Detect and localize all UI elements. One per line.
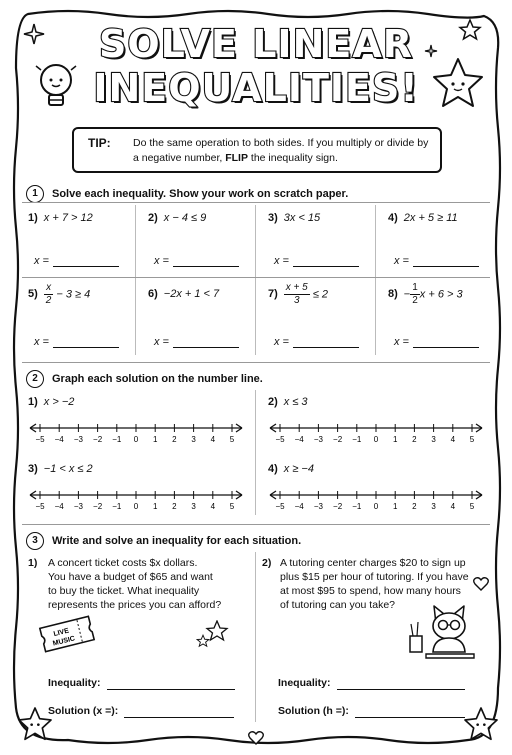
graph-problem-4: [268, 463, 314, 475]
answer-blank[interactable]: [274, 255, 359, 267]
graph-problem-2: [268, 396, 308, 408]
tick-label: −4: [54, 435, 64, 444]
number-line[interactable]: [268, 485, 484, 515]
ticket-text-music: MUSIC: [52, 635, 76, 648]
section1-heading: [26, 185, 348, 203]
tick-label: 3: [431, 435, 436, 444]
problem-line: to buy the ticket. What inequality: [48, 585, 200, 597]
answer-blank[interactable]: [274, 336, 359, 348]
tick-label: −4: [54, 502, 64, 511]
column-divider: [375, 205, 376, 355]
ticket-text-live: LIVE: [52, 627, 70, 639]
problem-expression: x > −2: [43, 396, 75, 408]
tick-label: −4: [294, 502, 304, 511]
tip-text: [133, 136, 433, 166]
solution-answer-2[interactable]: [278, 704, 465, 718]
tick-label: −3: [313, 435, 323, 444]
tick-label: 1: [152, 502, 158, 511]
tick-label: 0: [133, 435, 139, 444]
tick-label: −3: [313, 502, 323, 511]
answer-label: x =: [274, 336, 289, 348]
tick-label: −1: [112, 502, 122, 511]
problem-1-4: [388, 212, 458, 224]
problem-1-6: [148, 288, 219, 300]
answer-label: x =: [34, 255, 49, 267]
section1-number: 1: [26, 185, 44, 203]
tick-label: −2: [333, 435, 343, 444]
tick-label: 0: [373, 435, 379, 444]
problem-number: 1): [28, 212, 38, 224]
column-divider: [255, 390, 256, 515]
section3-heading-text: Write and solve an inequality for each situation.: [52, 535, 302, 547]
tip-box: [72, 127, 442, 173]
column-divider: [255, 552, 256, 722]
solution-label: Solution (h =):: [278, 705, 349, 717]
solution-answer-1[interactable]: [48, 704, 234, 718]
problem-number: 3): [268, 212, 278, 224]
problem-expression: 3x < 15: [283, 212, 321, 224]
tick-label: −1: [112, 435, 122, 444]
problem-number: 5): [28, 288, 38, 301]
tip-text-a: Do the same operation to both sides. If you multiply or divide by a negative number,: [133, 137, 429, 164]
tip-flip: FLIP: [225, 152, 248, 164]
problem-expression: −2x + 1 < 7: [163, 288, 220, 300]
problem-line: of tutoring can you take?: [280, 599, 395, 611]
worksheet-title-line2: INEQUALITIES!: [93, 66, 419, 110]
divider: [22, 524, 490, 525]
tick-label: 2: [172, 435, 177, 444]
inequality-answer-2[interactable]: [278, 676, 465, 690]
answer-blank[interactable]: [394, 336, 479, 348]
tick-label: 2: [172, 502, 177, 511]
tick-label: −2: [333, 502, 343, 511]
number-line[interactable]: [268, 418, 484, 448]
inequality-answer-1[interactable]: [48, 676, 235, 690]
column-divider: [135, 205, 136, 355]
answer-label: x =: [154, 255, 169, 267]
problem-number: 4): [388, 212, 398, 224]
problem-number: 3): [28, 463, 38, 475]
tick-label: 0: [373, 502, 379, 511]
tick-label: 4: [450, 435, 456, 444]
problem-1-8: [388, 282, 463, 307]
answer-label: x =: [154, 336, 169, 348]
tick-label: −3: [73, 502, 83, 511]
problem-expression: 2x + 5 ≥ 11: [403, 212, 458, 224]
tick-label: 1: [152, 435, 158, 444]
answer-blank[interactable]: [34, 255, 119, 267]
tick-label: 5: [229, 502, 235, 511]
answer-blank[interactable]: [394, 255, 479, 267]
cat-with-glasses-icon: [404, 596, 484, 664]
heart-icon: [248, 730, 264, 746]
tick-label: 1: [392, 502, 398, 511]
star-face-icon: [462, 706, 500, 742]
tick-label: 4: [210, 435, 216, 444]
problem-number: 1): [28, 557, 38, 569]
number-line[interactable]: [28, 418, 244, 448]
answer-label: x =: [394, 336, 409, 348]
problem-number: 7): [268, 288, 278, 301]
star-face-icon: [16, 706, 54, 742]
problem-number: 2): [262, 557, 272, 569]
problem-number: 4): [268, 463, 278, 475]
problem-expression: −1 < x ≤ 2: [43, 463, 93, 475]
column-divider: [255, 205, 256, 355]
problem-number: 6): [148, 288, 158, 300]
problem-expression: x + 6 > 3: [419, 288, 463, 301]
fraction: $\frac{x}{2}$: [45, 282, 52, 306]
tick-label: −5: [275, 435, 285, 444]
section3-heading: [26, 532, 301, 550]
section3-number: 3: [26, 532, 44, 550]
tick-label: −2: [93, 502, 103, 511]
tick-label: −1: [352, 502, 362, 511]
problem-line: at most $95 to spend, how many hours: [280, 585, 461, 597]
inequality-label: Inequality:: [278, 677, 331, 689]
problem-line: plus $15 per hour of tutoring. If you have: [280, 571, 469, 583]
problem-1-1: [28, 212, 93, 224]
section2-heading-text: Graph each solution on the number line.: [52, 373, 263, 385]
divider: [22, 277, 490, 278]
tick-label: −5: [35, 502, 45, 511]
problem-expression: x ≥ −4: [283, 463, 314, 475]
tip-text-b: the inequality sign.: [247, 152, 338, 164]
problem-expression: x − 4 ≤ 9: [163, 212, 207, 224]
graph-problem-1: [28, 396, 74, 408]
problem-expression: x ≤ 3: [283, 396, 308, 408]
problem-number: 1): [28, 396, 38, 408]
tick-label: 0: [133, 502, 139, 511]
graph-problem-3: [28, 463, 93, 475]
heart-icon: [473, 576, 489, 592]
problem-expression: ≤ 2: [312, 288, 329, 301]
problem-number: 2): [268, 396, 278, 408]
tick-label: 2: [412, 435, 417, 444]
problem-line: A tutoring center charges $20 to sign up: [280, 557, 466, 569]
tick-label: −1: [352, 435, 362, 444]
inequality-label: Inequality:: [48, 677, 101, 689]
tick-label: 3: [431, 502, 436, 511]
problem-1-7: [268, 282, 328, 307]
tick-label: −5: [275, 502, 285, 511]
minus-sign: −: [403, 288, 411, 301]
problem-number: 8): [388, 288, 398, 301]
tick-label: −4: [294, 435, 304, 444]
problem-expression: − 3 ≥ 4: [56, 288, 91, 301]
number-line[interactable]: [28, 485, 244, 515]
problem-line: You have a budget of $65 and want: [48, 571, 213, 583]
problem-expression: x + 7 > 12: [43, 212, 93, 224]
tick-label: −3: [73, 435, 83, 444]
divider: [22, 362, 490, 363]
tick-label: 3: [191, 502, 196, 511]
problem-line: represents the prices you can afford?: [48, 599, 222, 611]
section2-heading: [26, 370, 263, 388]
star-icon: [196, 634, 210, 648]
ticket-icon: [34, 612, 100, 656]
answer-blank[interactable]: [154, 336, 239, 348]
answer-blank[interactable]: [154, 255, 239, 267]
tick-label: 5: [229, 435, 235, 444]
tip-label: TIP:: [88, 136, 111, 150]
tick-label: 3: [191, 435, 196, 444]
tick-label: 5: [469, 502, 475, 511]
tick-label: 4: [450, 502, 456, 511]
fraction: $\frac{x + 5}{3}$: [285, 282, 308, 306]
answer-label: x =: [34, 336, 49, 348]
tick-label: 2: [412, 502, 417, 511]
problem-1-3: [268, 212, 320, 224]
problem-1-2: [148, 212, 206, 224]
section2-number: 2: [26, 370, 44, 388]
answer-label: x =: [394, 255, 409, 267]
tick-label: 4: [210, 502, 216, 511]
word-problem-1: [28, 556, 248, 612]
answer-blank[interactable]: [34, 336, 119, 348]
problem-number: 2): [148, 212, 158, 224]
worksheet-title-line1: SOLVE LINEAR: [98, 22, 414, 66]
tick-label: −5: [35, 435, 45, 444]
problem-line: A concert ticket costs $x dollars.: [48, 557, 198, 569]
tick-label: 5: [469, 435, 475, 444]
fraction: $\frac{1}{2}$: [412, 282, 418, 306]
tick-label: 1: [392, 435, 398, 444]
divider: [22, 202, 490, 203]
solution-label: Solution (x =):: [48, 705, 119, 717]
tick-label: −2: [93, 435, 103, 444]
answer-label: x =: [274, 255, 289, 267]
section1-heading-text: Solve each inequality. Show your work on scratch paper.: [52, 188, 349, 200]
problem-1-5: [28, 282, 90, 307]
